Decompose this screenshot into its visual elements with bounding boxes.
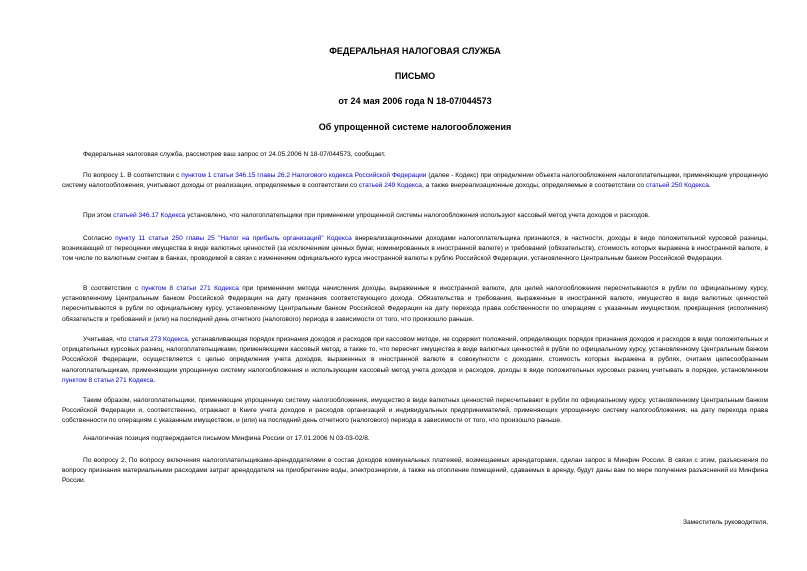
law-reference-link[interactable]: пунктом 8 статьи 271 Кодекса — [141, 285, 239, 292]
date-number-heading: от 24 мая 2006 года N 18-07/044573 — [338, 96, 492, 106]
considering-paragraph — [62, 335, 768, 386]
paragraph-text: , устанавливающая порядок признания доходов и расходов при кассовом методе, не содержит положений, определяющих порядок признания доходов и расходов в виде положительных и отрицательных курсовых разниц, налогоплательщиками, применяющими кассовый метод, а также то, что пересчет имущества в виде валютных ценностей в рубли по официальному курсу, установленному Центральным банком Российской Федерации, осуществляется с целью определения учета доходов, выраженных в иностранной валюте в совокупности с доходами, стоимость которых выражена в рублях, считаем целесообразным налогоплательщикам, применяющим упрощенную систему налогообложения и использующим кассовый метод учета доходов и расходов, доходы в виде положительных курсовых разниц учитывать в порядке, установленном — [62, 336, 769, 374]
document-type-heading: ПИСЬМО — [394, 71, 436, 81]
accrual-method-paragraph — [62, 284, 768, 325]
cash-method-paragraph — [62, 211, 768, 221]
subject-heading: Об упрощенной системе налогообложения — [318, 122, 512, 132]
question-1-paragraph — [62, 171, 768, 191]
paragraph-text: В соответствии с — [83, 285, 142, 292]
paragraph-text: . — [153, 376, 156, 384]
exchange-difference-paragraph — [62, 234, 768, 265]
law-reference-link[interactable]: статьей 346.17 Кодекса — [113, 212, 186, 219]
intro-paragraph: Федеральная налоговая служба, рассмотрев ваш запрос от 24.05.2006 N 18-07/044573, сообщает. — [83, 151, 386, 158]
minfin-reference-paragraph: Аналогичная позиция подтверждается письмом Минфина России от 17.01.2006 N 03-03-02/8. — [83, 435, 370, 442]
paragraph-text: При этом — [83, 212, 114, 219]
paragraph-text: установлено, что налогоплательщики при применении упрощенной системы налогообложения используют кассовый метод учета доходов и расходов. — [185, 212, 650, 219]
paragraph-text: Учитывая, что — [83, 336, 129, 343]
conclusion-paragraph: Таким образом, налогоплательщики, применяющие упрощенную систему налогообложения, имущество в виде валютных ценностей пересчитывают в рубли по официальному курсу, установленному Центральным банком Российской Федерации и, соответственно, отражают в Книге учета доходов и расходов организаций и индивидуальных предпринимателей, применяющих упрощенную систему налогообложения, на дату перехода права собственности по операциям с указанным имуществом, и (или) на последний день отчетного (налогового) периода в зависимости от того, что произошло раньше. — [62, 397, 768, 425]
signature-line: Заместитель руководителя, — [683, 519, 768, 526]
agency-heading: ФЕДЕРАЛЬНАЯ НАЛОГОВАЯ СЛУЖБА — [329, 46, 501, 56]
paragraph-text: внереализационными доходами налогоплательщика признаются, в частности, доходы в виде положительной курсовой разницы, возникающей от переоценки имущества в виде валютных ценностей (за исключением ценных бумаг, номинированных в иностранной валюте) и требований (обязательств), стоимость которых выражена в иностранной валюте, в том числе по валютным счетам в банках, проводимой в связи с изменением официального курса иностранной валюты к рублю Российской Федерации, установленного Центральным банком Российской Федерации. — [62, 235, 768, 263]
paragraph-text: Согласно — [83, 235, 116, 242]
question-2-paragraph: По вопросу 2. По вопросу включения налогоплательщиками-арендодателями в состав доходов коммунальных платежей, возмещаемых арендаторами, сделан запрос в Минфин России. В связи с этим, разъяснения по вопросу признания материальными расходами затрат арендодателя на приобретение воды, электроэнергии, а также на отопление помещений, сдаваемых в аренду, будут даны вам по мере получения разъяснений из Минфина России. — [62, 457, 768, 485]
law-reference-link[interactable]: пунктом 1 статьи 346.15 главы 26.2 Налогового кодекса Российской Федерации — [181, 172, 427, 179]
paragraph-text: . — [708, 182, 711, 190]
law-reference-link[interactable]: статья 273 Кодекса — [128, 336, 188, 343]
law-reference-link[interactable]: статьей 250 Кодекса — [645, 182, 709, 190]
law-reference-link[interactable]: статьей 249 Кодекса — [358, 182, 422, 190]
paragraph-text: , а также внереализационные доходы, определяемые в соответствии со — [421, 182, 646, 190]
paragraph-text: (далее - Кодекс) при определении объекта налогообложения налогоплательщики, применяющие упрощенную систему налогообложения, учитывают доходы от реализации, определяемые в соответствии со — [62, 172, 768, 190]
paragraph-text: при применении метода начисления доходы, выраженные в иностранной валюте, для целей налогообложения пересчитываются в рубли по официальному курсу, установленному Центральным банком Российской Федерации на дату признания соответствующего дохода. Обязательства и требования, выраженные в иностранной валюте, имущество в виде валютных ценностей пересчитываются в рубли по официальному курсу, установленному Центральным банком Российской Федерации на дату перехода права собственности по операциям с указанным имуществом, прекращения (исполнения) обязательств и требований и (или) на последний день отчетного (налогового) периода в зависимости от того, что произошло раньше. — [62, 285, 768, 323]
paragraph-text: По вопросу 1. В соответствии с — [83, 172, 182, 179]
law-reference-link[interactable]: пункту 11 статьи 250 главы 25 "Налог на прибыль организаций" Кодекса — [115, 235, 352, 242]
law-reference-link[interactable]: пунктом 8 статьи 271 Кодекса — [62, 376, 154, 384]
